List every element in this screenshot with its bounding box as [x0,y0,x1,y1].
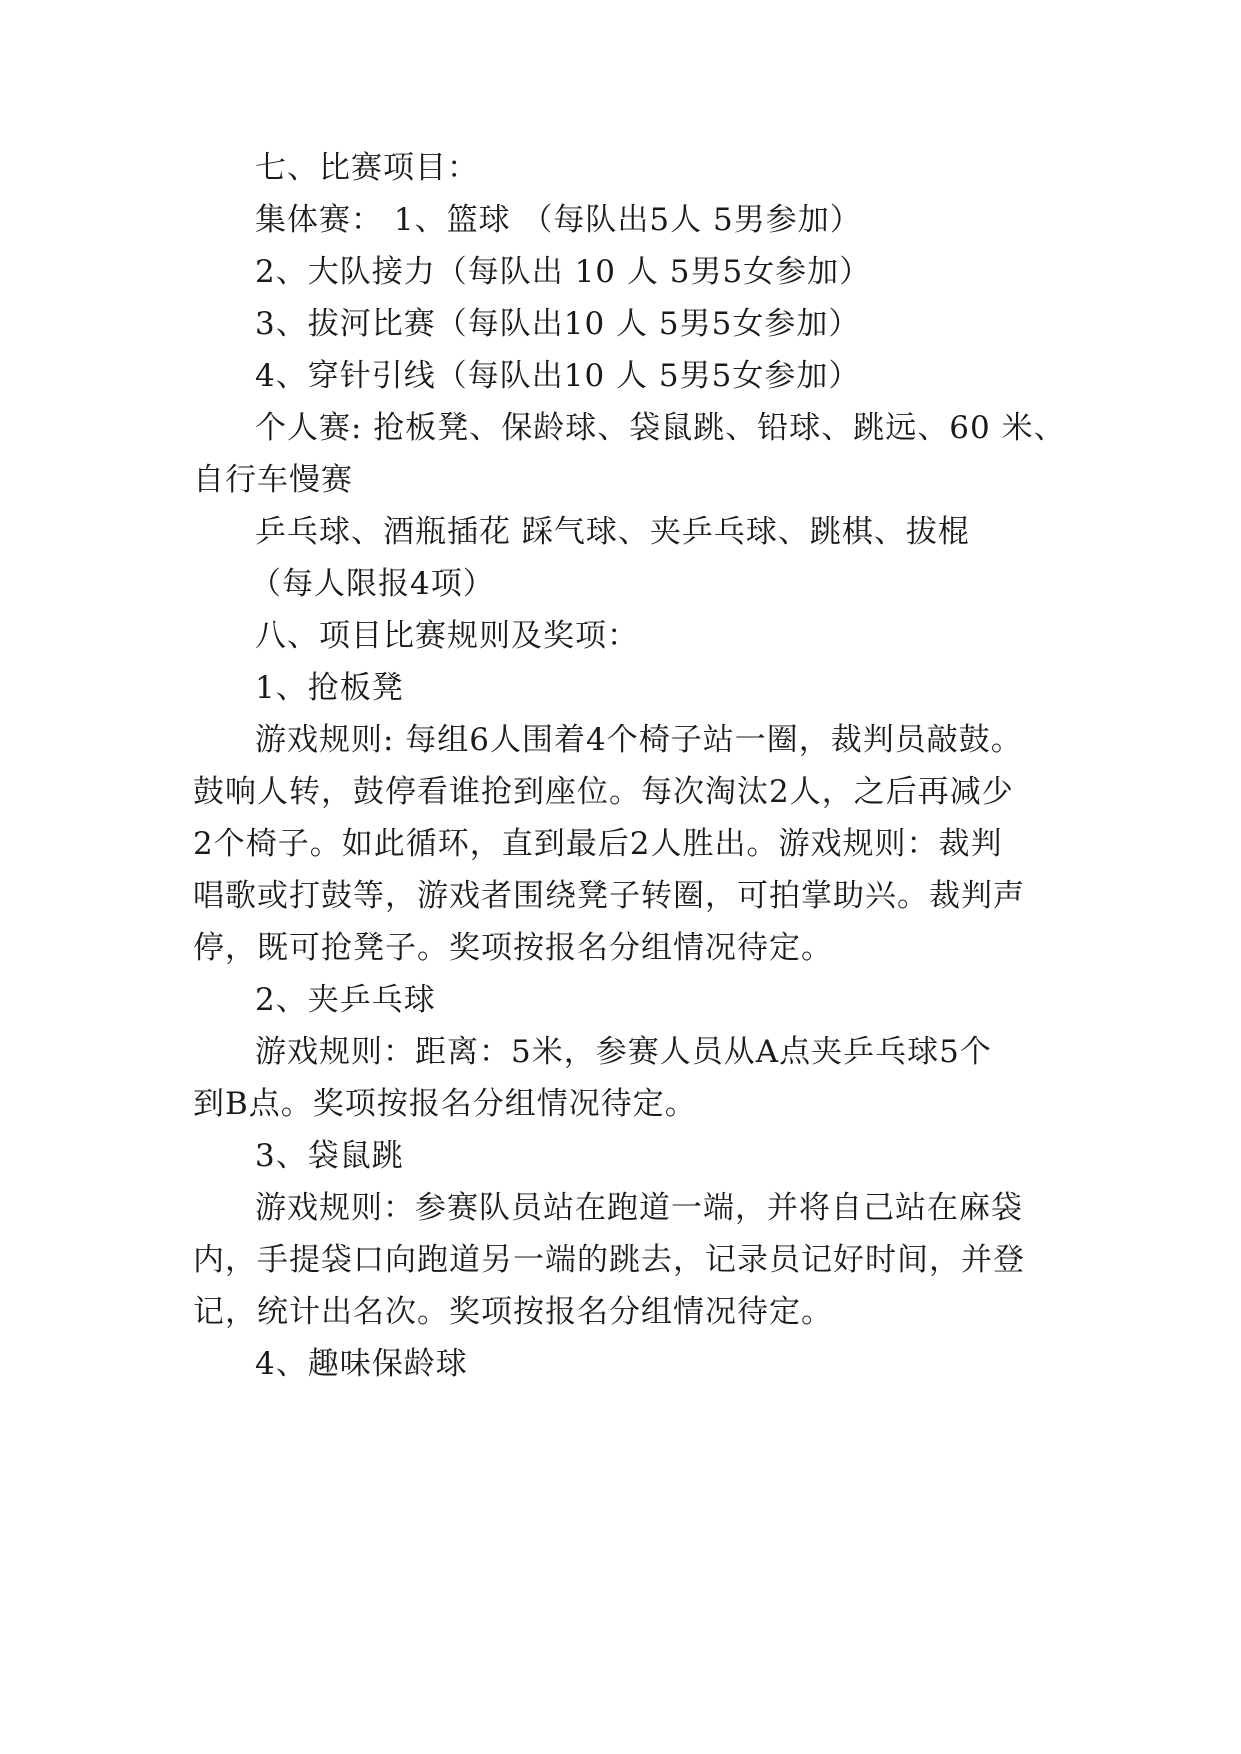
individual-events-line-2: 自行车慢赛 [193,462,353,498]
team-event-relay: 2、大队接力（每队出 10 人 5男5女参加） [255,254,872,290]
team-event-tug-of-war: 3、拔河比赛（每队出10 人 5男5女参加） [255,306,861,342]
rule-text-paragraph: 游戏规则：距离：5米，参赛人员从A点夹乒乓球5个 [255,1034,992,1070]
rule-heading-ping-pong-carry: 2、夹乒乓球 [255,982,436,1018]
individual-events-line-3: 乒乓球、酒瓶插花 踩气球、夹乒乓球、跳棋、拔棍 [255,514,970,550]
section-heading-events: 七、比赛项目： [255,150,479,186]
rule-heading-musical-chairs: 1、抢板凳 [255,670,404,706]
section-heading-rules: 八、项目比赛规则及奖项： [255,618,639,654]
team-event-threading: 4、穿针引线（每队出10 人 5男5女参加） [255,358,861,394]
rule-heading-bowling: 4、趣味保龄球 [255,1346,468,1382]
rule-text-paragraph: 游戏规则: 每组6人围着4个椅子站一圈，裁判员敲鼓。 [255,722,1023,758]
rule-text-paragraph: 游戏规则：参赛队员站在跑道一端，并将自己站在麻袋 [255,1190,1023,1226]
rule-text-paragraph: 停，既可抢凳子。奖项按报名分组情况待定。 [193,930,833,966]
registration-limit-note: （每人限报4项） [250,566,495,602]
rule-text-paragraph: 鼓响人转，鼓停看谁抢到座位。每次淘汰2人，之后再减少 [193,774,1014,810]
team-event-basketball: 集体赛： 1、篮球 （每队出5人 5男参加） [255,202,862,238]
rule-text-paragraph: 内，手提袋口向跑道另一端的跳去，记录员记好时间，并登 [193,1242,1025,1278]
rule-text-paragraph: 到B点。奖项按报名分组情况待定。 [193,1086,697,1122]
rule-text-paragraph: 唱歌或打鼓等，游戏者围绕凳子转圈，可拍掌助兴。裁判声 [193,878,1025,914]
rule-text-paragraph: 记，统计出名次。奖项按报名分组情况待定。 [193,1294,833,1330]
individual-events-line-1: 个人赛: 抢板凳、保龄球、袋鼠跳、铅球、跳远、60 米、 [255,410,1066,446]
rule-text-paragraph: 2个椅子。如此循环，直到最后2人胜出。游戏规则：裁判 [193,826,1003,862]
rule-heading-sack-race: 3、袋鼠跳 [255,1138,404,1174]
